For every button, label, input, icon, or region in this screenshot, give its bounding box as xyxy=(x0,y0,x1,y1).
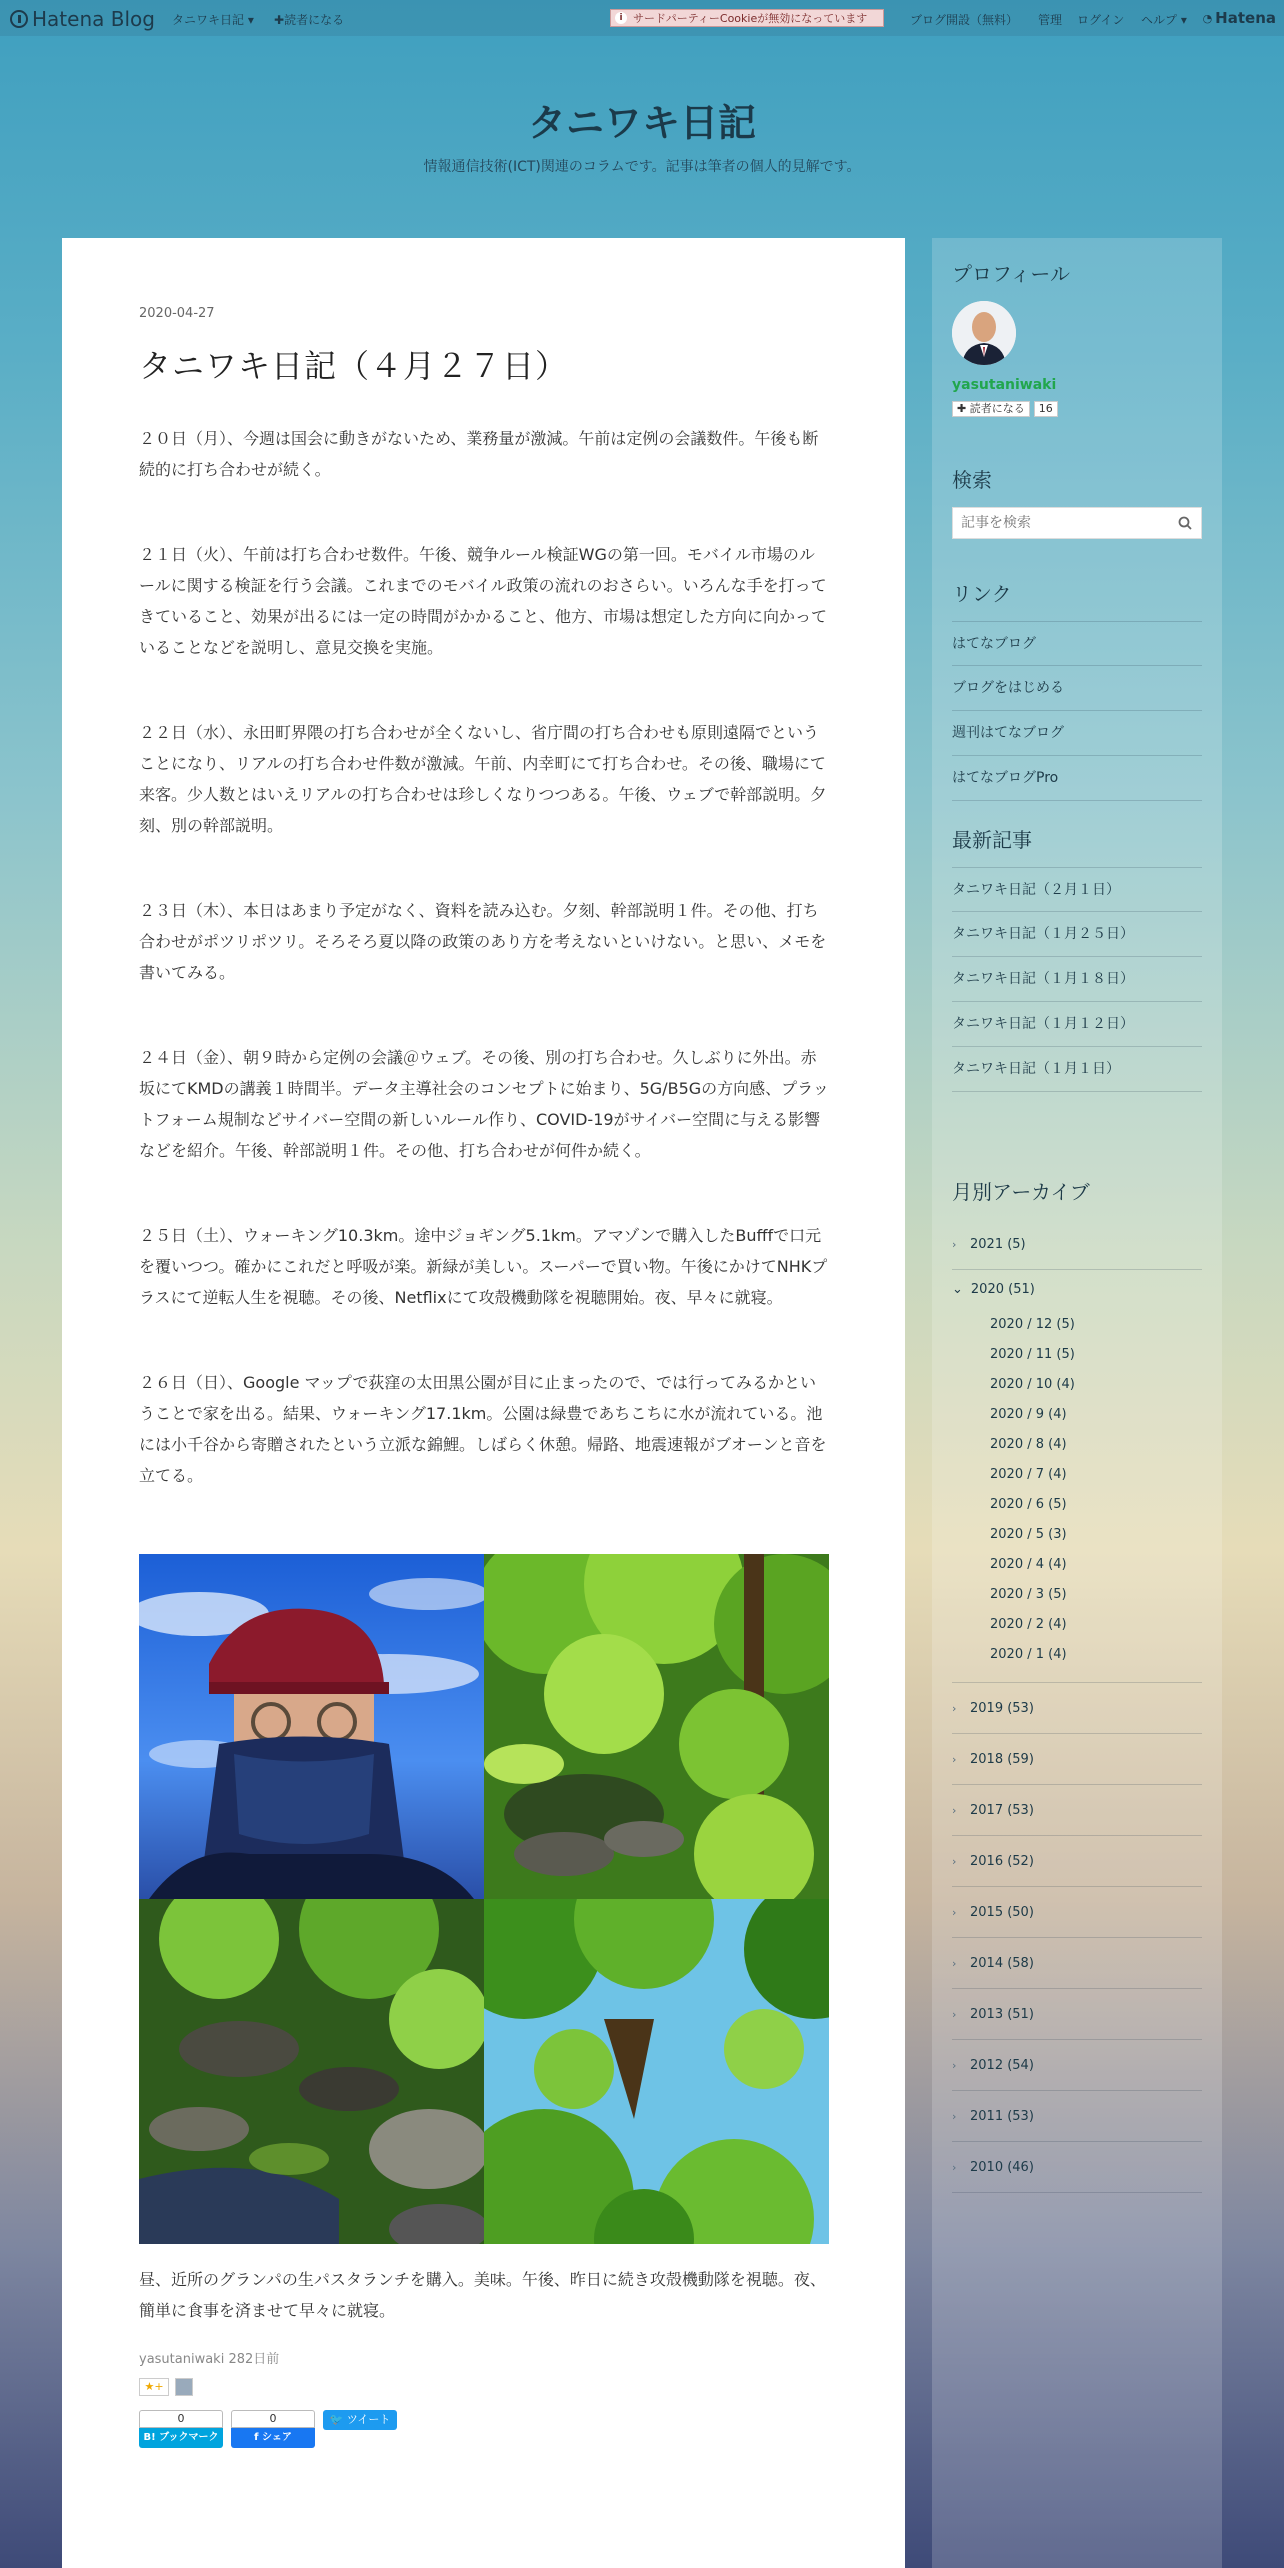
paragraph: ２１日（火）、午前は打ち合わせ数件。午後、競争ルール検証WGの第一回。モバイル市場のルールに関する検証を行う会議。これまでのモバイル政策の流れのおさらい。いろんな手を打ってきていること、効果が出るには一定の時間がかかること、他方、市場は想定した方向に向かっていることなどを説明し、意見交換を実施。 xyxy=(139,545,828,657)
archive-month[interactable]: 2020 / 12 (5) xyxy=(990,1317,1075,1332)
recent-post-link[interactable]: タニワキ日記（１月１日） xyxy=(952,1047,1202,1092)
twitter-icon: 🐦 xyxy=(329,2413,347,2426)
tweet-label: ツイート xyxy=(346,2413,391,2426)
entry-body xyxy=(139,423,829,1491)
archive-month[interactable]: 2020 / 1 (4) xyxy=(990,1647,1067,1662)
recent-post-link[interactable]: タニワキ日記（２月１日） xyxy=(952,867,1202,912)
plus-icon: ✚ xyxy=(957,402,970,415)
sidebar xyxy=(932,238,1222,2568)
entry-footer-meta[interactable]: yasutaniwaki 282日前 xyxy=(139,2352,280,2367)
selfie-photo[interactable] xyxy=(139,1554,484,1899)
links-title: リンク xyxy=(952,582,1012,606)
blog-menu[interactable]: タニワキ日記 ▾ xyxy=(172,13,254,27)
archive-year[interactable]: › 2014 (58) xyxy=(952,1938,1202,1989)
archive-year-expanded[interactable]: ⌄ 2020 (51) xyxy=(952,1270,1202,1310)
hatena-logo-icon: ◔ xyxy=(1202,11,1213,25)
facebook-icon: f xyxy=(254,2432,263,2443)
archive-month[interactable]: 2020 / 4 (4) xyxy=(990,1557,1067,1572)
search-title: 検索 xyxy=(952,468,992,492)
archive-year[interactable]: › 2012 (54) xyxy=(952,2040,1202,2091)
entry-date[interactable]: 2020-04-27 xyxy=(139,306,215,321)
archive-month[interactable]: 2020 / 5 (3) xyxy=(990,1527,1067,1542)
archive-month[interactable]: 2020 / 7 (4) xyxy=(990,1467,1067,1482)
blog-description: 情報通信技術(ICT)関連のコラムです。記事は筆者の個人的見解です。 xyxy=(423,159,861,175)
archive-year[interactable]: › 2019 (53) xyxy=(952,1683,1202,1734)
facebook-label: シェア xyxy=(262,2432,292,2443)
facebook-share-button[interactable] xyxy=(231,2410,315,2448)
archive-month[interactable]: 2020 / 9 (4) xyxy=(990,1407,1067,1422)
paragraph: ２４日（金）、朝９時から定例の会議＠ウェブ。その後、別の打ち合わせ。久しぶりに外出。赤坂にてKMDの講義１時間半。データ主導社会のコンセプトに始まり、5G/B5Gの方向感、プラットフォーム規制などサイバー空間の新しいルール作り、COVID-19がサイバー空間に与える影響などを紹介。午後、幹部説明１件。その他、打ち合わせが何件か続く。 xyxy=(139,1048,829,1160)
paragraph: ２２日（水）、永田町界隈の打ち合わせが全くないし、省庁間の打ち合わせも原則遠隔でということになり、リアルの打ち合わせ件数が激減。午前、内幸町にて打ち合わせ。その後、職場にて来客。少人数とはいえリアルの打ち合わせは珍しくなりつつある。午後、ウェブで幹部説明。夕刻、別の幹部説明。 xyxy=(139,723,827,835)
main-content xyxy=(62,238,905,2568)
profile-title: プロフィール xyxy=(952,262,1070,286)
archive-year[interactable]: › 2013 (51) xyxy=(952,1989,1202,2040)
hatebu-label: B! ブックマーク xyxy=(139,2428,223,2448)
archive-year[interactable]: › 2017 (53) xyxy=(952,1785,1202,1836)
archive-year[interactable]: › 2016 (52) xyxy=(952,1836,1202,1887)
archive-month[interactable]: 2020 / 3 (5) xyxy=(990,1587,1067,1602)
links-module xyxy=(952,578,1202,801)
sidebar-link[interactable]: 週刊はてなブログ xyxy=(952,711,1202,756)
paragraph: ２５日（土）、ウォーキング10.3km。途中ジョギング5.1km。アマゾンで購入したBufffで口元を覆いつつ。確かにこれだと呼吸が楽。新緑が美しい。スーパーで買い物。午後にかけてNHKプラスにて逆転人生を視聴。その後、Netflixにて攻殻機動隊を視聴開始。夜、早々に就寝。 xyxy=(139,1226,828,1307)
recent-title: 最新記事 xyxy=(952,828,1032,852)
archive-month-list xyxy=(952,1310,1202,1683)
recent-post-link[interactable]: タニワキ日記（１月２５日） xyxy=(952,912,1202,957)
share-buttons xyxy=(139,2410,397,2448)
chevron-right-icon[interactable]: › xyxy=(952,1854,957,1868)
chevron-right-icon[interactable]: › xyxy=(952,2007,957,2021)
archive-year[interactable]: › 2015 (50) xyxy=(952,1887,1202,1938)
login-link[interactable]: ログイン xyxy=(1077,13,1125,27)
avatar[interactable] xyxy=(952,301,1016,365)
garden-photo-3[interactable] xyxy=(484,1899,829,2244)
recent-post-link[interactable]: タニワキ日記（１月１２日） xyxy=(952,1002,1202,1047)
search-module xyxy=(952,464,1202,539)
sidebar-link[interactable]: ブログをはじめる xyxy=(952,666,1202,711)
search-button[interactable] xyxy=(1169,508,1201,538)
chevron-right-icon[interactable]: › xyxy=(952,2160,957,2174)
open-blog-link[interactable]: ブログ開設（無料） xyxy=(910,13,1019,27)
search-icon xyxy=(1178,516,1192,530)
search-form xyxy=(952,507,1202,539)
archive-module xyxy=(952,1176,1202,2193)
archive-month[interactable]: 2020 / 10 (4) xyxy=(990,1377,1075,1392)
archive-month[interactable]: 2020 / 6 (5) xyxy=(990,1497,1067,1512)
info-icon: i xyxy=(615,12,627,24)
star-user-avatar[interactable] xyxy=(175,2378,193,2396)
reader-count[interactable]: 16 xyxy=(1034,401,1058,417)
blog-title[interactable]: タニワキ日記 xyxy=(527,101,756,145)
global-header xyxy=(0,0,1284,36)
hatena-logo-icon xyxy=(10,10,28,28)
tweet-button[interactable] xyxy=(323,2410,397,2430)
archive-year[interactable]: › 2011 (53) xyxy=(952,2091,1202,2142)
chevron-right-icon[interactable]: › xyxy=(952,1803,957,1817)
archive-month[interactable]: 2020 / 11 (5) xyxy=(990,1347,1075,1362)
paragraph: 昼、近所のグランパの生パスタランチを購入。美味。午後、昨日に続き攻殻機動隊を視聴。夜、簡単に食事を済ませて早々に就寝。 xyxy=(139,2270,826,2320)
subscribe-link[interactable]: ✚読者になる xyxy=(274,13,345,27)
paragraph: ２０日（月）、今週は国会に動きがないため、業務量が激減。午前は定例の会議数件。午後も断続的に打ち合わせが続く。 xyxy=(139,429,819,479)
archive-year[interactable]: › 2018 (59) xyxy=(952,1734,1202,1785)
hatebu-button[interactable] xyxy=(139,2410,223,2448)
profile-name[interactable]: yasutaniwaki xyxy=(952,377,1057,393)
manage-link[interactable]: 管理 xyxy=(1038,13,1063,27)
chevron-right-icon[interactable]: › xyxy=(952,2109,957,2123)
search-input[interactable] xyxy=(953,508,1169,538)
sidebar-link[interactable]: はてなブログPro xyxy=(952,756,1202,801)
archive-year[interactable]: › 2010 (46) xyxy=(952,2142,1202,2193)
hatena-star xyxy=(139,2378,193,2396)
archive-year[interactable]: › 2021 (5) xyxy=(952,1219,1202,1270)
chevron-down-icon[interactable]: ⌄ xyxy=(952,1282,963,1297)
hatena-blog-logo[interactable] xyxy=(10,7,155,31)
chevron-right-icon[interactable]: › xyxy=(952,1905,957,1919)
paragraph: ２６日（日）、Google マップで荻窪の太田黒公園が目に止まったので、では行ってみるかということで家を出る。結果、ウォーキング17.1km。公園は緑豊であちこちに水が流れている。池には小千谷から寄贈されたという立派な錦鯉。しばらく休憩。帰路、地震速報がブオーンと音を立てる。 xyxy=(139,1373,827,1485)
chevron-right-icon[interactable]: › xyxy=(952,1701,957,1715)
sidebar-link[interactable]: はてなブログ xyxy=(952,621,1202,666)
recent-posts-module xyxy=(952,824,1202,1092)
archive-title: 月別アーカイブ xyxy=(952,1180,1090,1204)
plus-icon: ✚ xyxy=(274,13,285,27)
profile-module xyxy=(952,258,1202,417)
recent-post-link[interactable]: タニワキ日記（１月１８日） xyxy=(952,957,1202,1002)
hatena-menu[interactable]: ◔ Hatena xyxy=(1202,9,1276,27)
chevron-right-icon[interactable]: › xyxy=(952,2058,957,2072)
archive-month[interactable]: 2020 / 2 (4) xyxy=(990,1617,1067,1632)
add-star-button[interactable]: ★+ xyxy=(139,2378,169,2396)
cookie-notice[interactable]: i サードパーティーCookieが無効になっています xyxy=(610,9,884,27)
facebook-count: 0 xyxy=(231,2410,315,2428)
paragraph: ２３日（木）、本日はあまり予定がなく、資料を読み込む。夕刻、幹部説明１件。その他、打ち合わせがポツリポツリ。そろそろ夏以降の政策のあり方を考えないといけない。と思い、メモを書いてみる。 xyxy=(139,901,827,982)
help-menu[interactable]: ヘルプ ▾ xyxy=(1141,13,1187,27)
garden-photo-1[interactable] xyxy=(484,1554,829,1899)
hatebu-count: 0 xyxy=(139,2410,223,2428)
garden-photo-2[interactable] xyxy=(139,1899,484,2244)
archive-month[interactable]: 2020 / 8 (4) xyxy=(990,1437,1067,1452)
logo-text: Hatena Blog xyxy=(32,7,155,31)
article xyxy=(139,306,829,1491)
entry-title[interactable]: タニワキ日記（４月２７日） xyxy=(139,347,569,385)
subscribe-button[interactable]: ✚ 読者になる xyxy=(952,401,1030,417)
chevron-right-icon[interactable]: › xyxy=(952,1237,957,1251)
chevron-right-icon[interactable]: › xyxy=(952,1956,957,1970)
chevron-right-icon[interactable]: › xyxy=(952,1752,957,1766)
photo-collage xyxy=(139,1554,829,2244)
